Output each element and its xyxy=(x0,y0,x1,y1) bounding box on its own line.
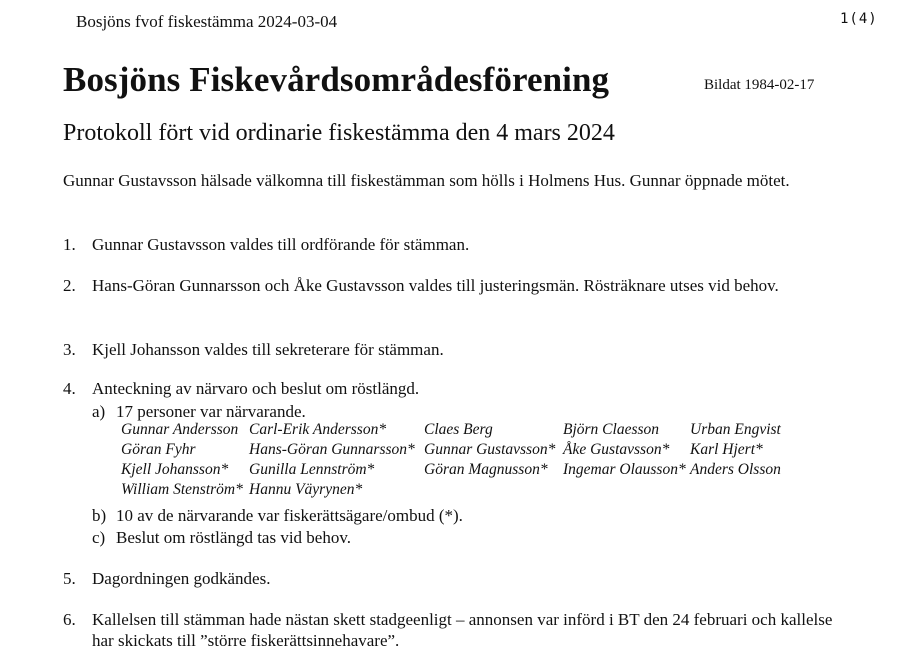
item-number: 3. xyxy=(63,340,76,359)
attendee-name: Anders Olsson xyxy=(690,461,781,478)
page-number: 1(4) xyxy=(840,11,878,27)
founded-date: Bildat 1984-02-17 xyxy=(704,77,815,93)
sub-text: 17 personer var närvarande. xyxy=(116,402,306,421)
attendee-name: Kjell Johansson* xyxy=(121,461,229,478)
attendee-name: Björn Claesson xyxy=(563,421,660,438)
attendee-name: Göran Magnusson* xyxy=(424,461,548,478)
item-number: 6. xyxy=(63,610,76,629)
attendee-name: Gunnar Gustavsson* xyxy=(424,441,556,458)
item-text: Kallelsen till stämman hade nästan skett stadgeenligt – annonsen var införd i BT den 24 februari och kallelse har skickats till ”större fiskerättsinnehavare”. xyxy=(92,610,833,650)
sub-label: b) xyxy=(92,506,107,525)
attendee-name: Åke Gustavsson* xyxy=(563,441,670,458)
attendee-row xyxy=(121,421,821,441)
attendee-name: Göran Fyhr xyxy=(121,441,196,458)
item-4b xyxy=(92,505,463,526)
attendee-row xyxy=(121,441,821,461)
organization-title: Bosjöns Fiskevårdsområdesförening xyxy=(63,60,610,99)
item-number: 2. xyxy=(63,276,76,295)
attendee-name: Carl-Erik Andersson* xyxy=(249,421,387,438)
item-number: 4. xyxy=(63,379,76,398)
attendee-name: Hannu Väyrynen* xyxy=(249,481,363,498)
attendee-name: Karl Hjert* xyxy=(690,441,763,458)
intro-paragraph: Gunnar Gustavsson hälsade välkomna till fiskestämman som hölls i Holmens Hus. Gunnar öppnade mötet. xyxy=(63,171,790,190)
attendee-name: Urban Engvist xyxy=(690,421,781,438)
protocol-subtitle: Protokoll fört vid ordinarie fiskestämma den 4 mars 2024 xyxy=(63,120,615,146)
item-4a xyxy=(92,401,306,422)
item-text: Hans-Göran Gunnarsson och Åke Gustavsson valdes till justeringsmän. Rösträknare utses vid behov. xyxy=(92,276,779,295)
header-meeting-label: Bosjöns fvof fiskestämma 2024-03-04 xyxy=(76,12,338,31)
attendee-name: Hans-Göran Gunnarsson* xyxy=(249,441,415,458)
sub-text: 10 av de närvarande var fiskerättsägare/ombud (*). xyxy=(116,506,463,525)
item-4c xyxy=(92,527,351,548)
attendee-name: Gunnar Andersson xyxy=(121,421,239,438)
sub-text: Beslut om röstlängd tas vid behov. xyxy=(116,528,351,547)
item-text: Dagordningen godkändes. xyxy=(92,569,271,588)
item-number: 1. xyxy=(63,235,76,254)
item-number: 5. xyxy=(63,569,76,588)
attendee-list xyxy=(121,421,821,501)
attendee-name: Ingemar Olausson* xyxy=(563,461,686,478)
attendee-row xyxy=(121,481,821,501)
item-text: Gunnar Gustavsson valdes till ordförande för stämman. xyxy=(92,235,470,254)
item-text: Anteckning av närvaro och beslut om röstlängd. xyxy=(92,379,420,398)
attendee-row xyxy=(121,461,821,481)
attendee-name: Gunilla Lennström* xyxy=(249,461,375,478)
sub-label: a) xyxy=(92,402,106,421)
sub-label: c) xyxy=(92,528,106,547)
attendee-name: William Stenström* xyxy=(121,481,243,498)
item-text: Kjell Johansson valdes till sekreterare för stämman. xyxy=(92,340,444,359)
attendee-name: Claes Berg xyxy=(424,421,493,438)
